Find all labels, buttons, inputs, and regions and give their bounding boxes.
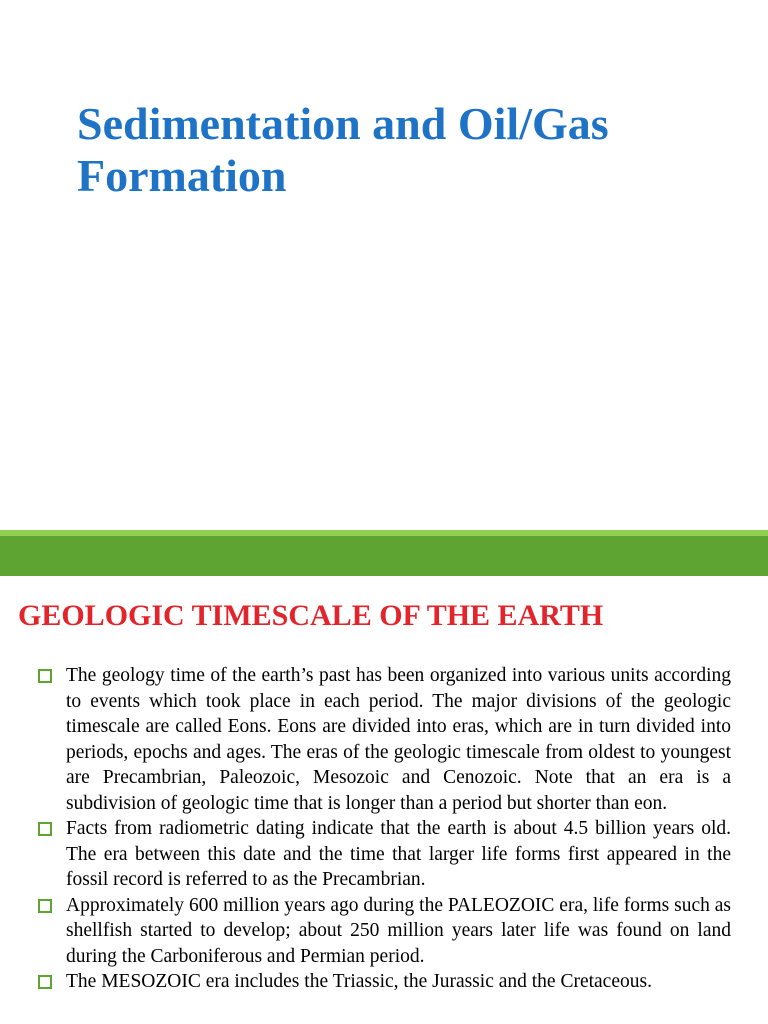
bullet-text: Approximately 600 million years ago during the PALEOZOIC era, life forms such as shellfish started to develop; about 250 million years later life was found on land during the Carboniferous and Permian period. — [66, 894, 731, 967]
bullet-text: The MESOZOIC era includes the Triassic, the Jurassic and the Cretaceous. — [66, 971, 652, 992]
section-heading: GEOLOGIC TIMESCALE OF THE EARTH — [18, 599, 604, 632]
bullet-text: Facts from radiometric dating indicate that the earth is about 4.5 billion years old. The era between this date and the time that larger life forms first appeared in the fossil record is referred to as the Precambrian. — [66, 818, 731, 890]
hollow-square-bullet-icon — [38, 822, 52, 836]
bullet-item — [38, 969, 731, 995]
bullet-text: The geology time of the earth’s past has been organized into various units according to events which took place in each period. The major divisions of the geologic timescale are called Eons. Eons are divided into eras, which are in turn divided into periods, epochs and ages. The eras of the geologic timescale from oldest to youngest are Precambrian, Paleozoic, Mesozoic and Cenozoic. Note that an era is a subdivision of geologic time that is longer than a period but shorter than eon. — [66, 665, 731, 814]
bullet-item — [38, 816, 731, 893]
hollow-square-bullet-icon — [38, 899, 52, 913]
hollow-square-bullet-icon — [38, 669, 52, 683]
bullet-list — [38, 663, 731, 995]
hollow-square-bullet-icon — [38, 975, 52, 989]
divider-dark-stripe — [0, 536, 768, 576]
deck-title: Sedimentation and Oil/Gas Formation — [77, 98, 609, 201]
bullet-item — [38, 663, 731, 816]
slide-divider-band — [0, 530, 768, 576]
bullet-item — [38, 893, 731, 970]
